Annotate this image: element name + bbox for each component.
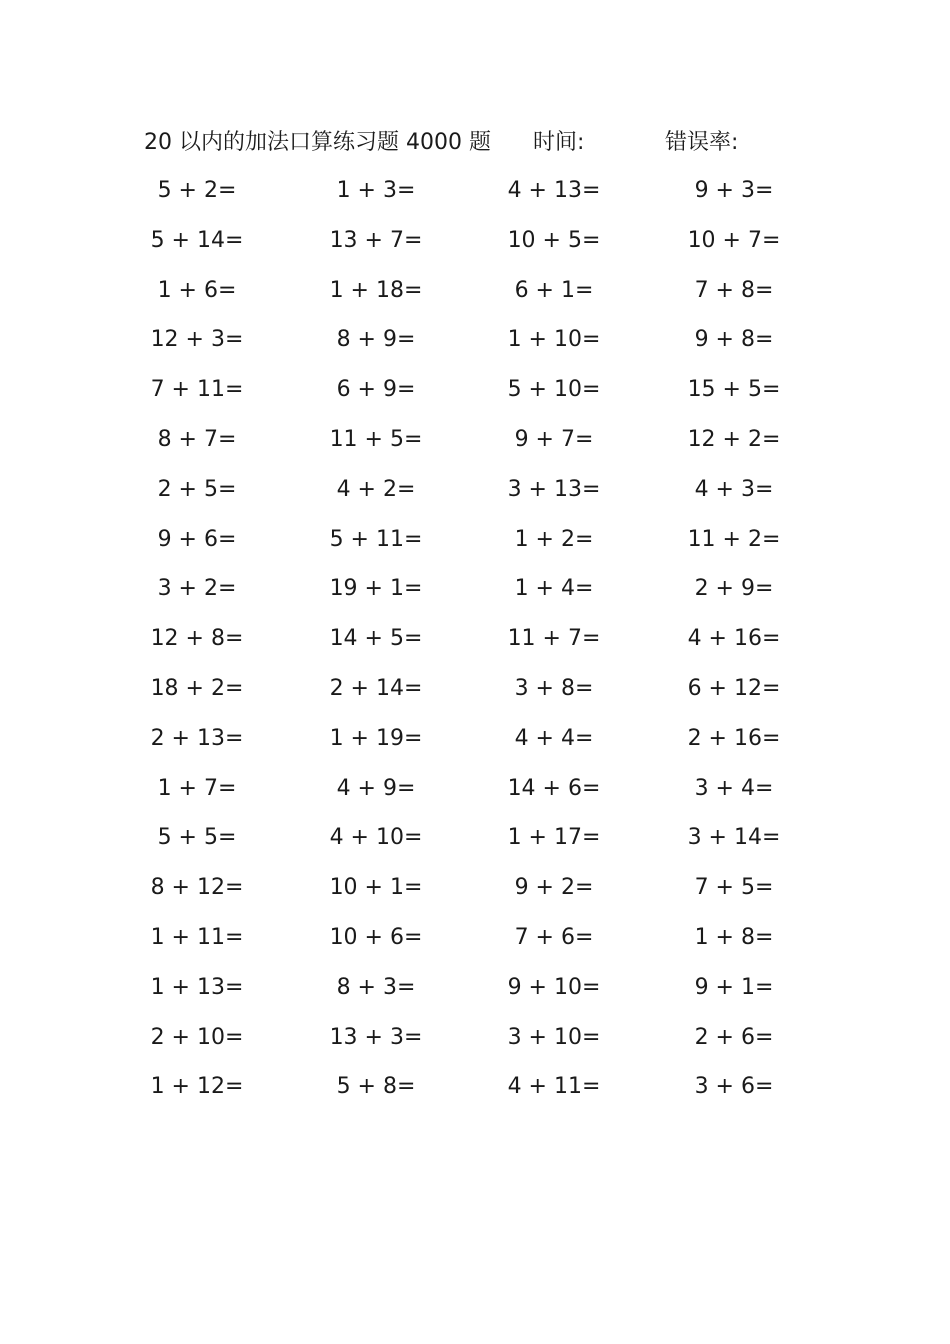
problem-item: 1 + 2=: [514, 526, 594, 552]
problem-item: 4 + 10=: [329, 825, 423, 851]
problem-item: 6 + 12=: [687, 675, 781, 701]
problem-item: 4 + 2=: [336, 476, 416, 502]
problem-item: 1 + 17=: [507, 825, 601, 851]
problem-item: 7 + 6=: [514, 924, 594, 950]
problem-item: 4 + 13=: [507, 178, 601, 203]
problem-row: [0, 521, 950, 571]
problem-item: 14 + 5=: [329, 626, 423, 652]
problem-item: 15 + 5=: [687, 377, 781, 403]
problem-item: 1 + 12=: [150, 1074, 244, 1100]
problem-row: [0, 371, 950, 421]
problem-row: [0, 172, 950, 222]
problem-item: 12 + 2=: [687, 426, 781, 452]
problem-row: [0, 471, 950, 521]
problem-row: [0, 1019, 950, 1069]
problem-item: 9 + 6=: [157, 526, 237, 552]
problem-item: 4 + 9=: [336, 775, 416, 801]
problem-item: 6 + 1=: [514, 277, 594, 303]
problem-item: 9 + 7=: [514, 426, 594, 452]
problem-item: 12 + 3=: [150, 327, 244, 353]
problem-row: [0, 421, 950, 471]
problem-item: 9 + 10=: [507, 974, 601, 1000]
problem-item: 2 + 10=: [150, 1024, 244, 1050]
problem-item: 9 + 3=: [694, 178, 774, 203]
problem-item: 10 + 6=: [329, 924, 423, 950]
worksheet-title: 20 以内的加法口算练习题 4000 题: [144, 130, 491, 155]
problem-item: 5 + 5=: [157, 825, 237, 851]
problem-row: [0, 1068, 950, 1118]
worksheet-header: [0, 126, 950, 160]
problem-item: 5 + 10=: [507, 377, 601, 403]
problem-item: 11 + 7=: [507, 626, 601, 652]
problem-item: 13 + 7=: [329, 227, 423, 253]
problem-row: [0, 919, 950, 969]
problem-item: 4 + 3=: [694, 476, 774, 502]
problem-item: 2 + 6=: [694, 1024, 774, 1050]
problem-item: 2 + 5=: [157, 476, 237, 502]
problem-item: 2 + 9=: [694, 576, 774, 602]
problem-item: 3 + 6=: [694, 1074, 774, 1100]
problem-item: 3 + 8=: [514, 675, 594, 701]
problem-item: 7 + 8=: [694, 277, 774, 303]
problem-row: [0, 222, 950, 272]
problem-item: 5 + 11=: [329, 526, 423, 552]
problem-item: 8 + 7=: [157, 426, 237, 452]
time-label: 时间:: [533, 130, 585, 155]
problem-row: [0, 620, 950, 670]
problem-item: 8 + 12=: [150, 875, 244, 901]
problem-item: 7 + 5=: [694, 875, 774, 901]
problem-item: 13 + 3=: [329, 1024, 423, 1050]
problem-row: [0, 869, 950, 919]
problem-item: 4 + 11=: [507, 1074, 601, 1100]
problem-item: 3 + 4=: [694, 775, 774, 801]
problem-item: 19 + 1=: [329, 576, 423, 602]
problem-item: 5 + 8=: [336, 1074, 416, 1100]
problem-item: 4 + 4=: [514, 725, 594, 751]
problem-item: 14 + 6=: [507, 775, 601, 801]
problem-item: 5 + 14=: [150, 227, 244, 253]
problem-item: 9 + 2=: [514, 875, 594, 901]
problem-item: 2 + 13=: [150, 725, 244, 751]
problem-item: 9 + 8=: [694, 327, 774, 353]
problem-item: 1 + 3=: [336, 178, 416, 203]
problem-item: 8 + 9=: [336, 327, 416, 353]
problem-grid: [0, 172, 950, 1118]
problem-item: 10 + 1=: [329, 875, 423, 901]
problem-row: [0, 770, 950, 820]
problem-item: 18 + 2=: [150, 675, 244, 701]
problem-item: 1 + 7=: [157, 775, 237, 801]
error-rate-label: 错误率:: [665, 130, 739, 155]
problem-item: 12 + 8=: [150, 626, 244, 652]
problem-item: 2 + 14=: [329, 675, 423, 701]
problem-row: [0, 570, 950, 620]
problem-item: 8 + 3=: [336, 974, 416, 1000]
problem-item: 1 + 8=: [694, 924, 774, 950]
problem-item: 1 + 19=: [329, 725, 423, 751]
problem-item: 3 + 13=: [507, 476, 601, 502]
problem-item: 11 + 2=: [687, 526, 781, 552]
problem-row: [0, 321, 950, 371]
problem-item: 5 + 2=: [157, 178, 237, 203]
problem-item: 10 + 5=: [507, 227, 601, 253]
problem-item: 1 + 4=: [514, 576, 594, 602]
problem-row: [0, 720, 950, 770]
problem-item: 3 + 10=: [507, 1024, 601, 1050]
problem-item: 4 + 16=: [687, 626, 781, 652]
problem-item: 3 + 2=: [157, 576, 237, 602]
problem-row: [0, 272, 950, 322]
problem-row: [0, 670, 950, 720]
problem-item: 1 + 11=: [150, 924, 244, 950]
problem-item: 3 + 14=: [687, 825, 781, 851]
problem-item: 6 + 9=: [336, 377, 416, 403]
problem-item: 1 + 10=: [507, 327, 601, 353]
problem-item: 1 + 13=: [150, 974, 244, 1000]
problem-item: 7 + 11=: [150, 377, 244, 403]
problem-row: [0, 969, 950, 1019]
problem-item: 11 + 5=: [329, 426, 423, 452]
problem-item: 9 + 1=: [694, 974, 774, 1000]
problem-row: [0, 819, 950, 869]
problem-item: 1 + 18=: [329, 277, 423, 303]
problem-item: 10 + 7=: [687, 227, 781, 253]
problem-item: 1 + 6=: [157, 277, 237, 303]
problem-item: 2 + 16=: [687, 725, 781, 751]
